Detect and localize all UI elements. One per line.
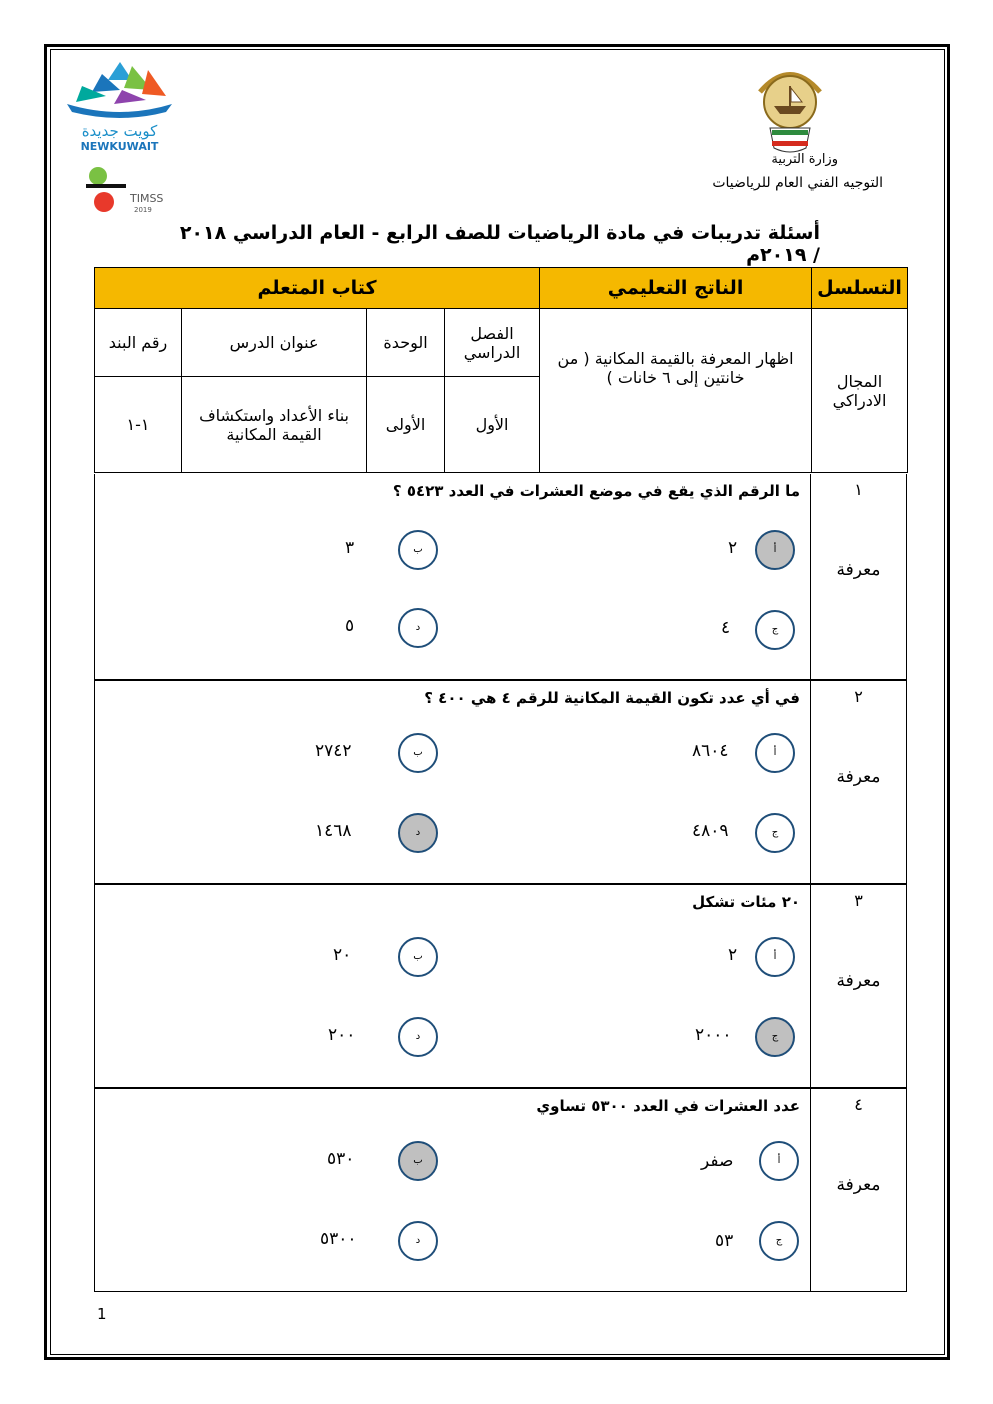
question-3-number: ٣ (854, 891, 863, 910)
question-2-side (810, 681, 906, 883)
question-4-side (810, 1089, 906, 1291)
header-book: كتاب المتعلم (95, 268, 540, 309)
option-c-value: ٤ (721, 618, 731, 638)
option-b-circle[interactable]: ب (398, 733, 438, 773)
option-d-value: ٥٣٠٠ (320, 1229, 357, 1249)
semester-value: الأول (445, 377, 540, 473)
logo-text-en: NEWKUWAIT (80, 140, 159, 153)
question-3-text: ٢٠ مئات تشكل (692, 893, 800, 911)
option-c-value: ٤٨٠٩ (692, 821, 729, 841)
question-1-domain: معرفة (836, 560, 881, 580)
item-value: ١-١ (95, 377, 182, 473)
option-d-circle[interactable]: د (398, 1221, 438, 1261)
kuwait-emblem (750, 62, 830, 157)
ministry-name: وزارة التربية (771, 152, 838, 167)
question-4-domain: معرفة (836, 1175, 881, 1195)
option-c-circle[interactable]: ج (759, 1221, 799, 1261)
unit-value: الأولى (367, 377, 445, 473)
option-b-value: ٥٣٠ (327, 1149, 355, 1169)
question-4-text: عدد العشرات في العدد ٥٣٠٠ تساوي (536, 1097, 800, 1115)
option-b-circle[interactable]: ب (398, 937, 438, 977)
option-a-value: ٢ (728, 945, 738, 965)
info-table (94, 267, 908, 473)
option-b-value: ٢٧٤٢ (315, 741, 352, 761)
option-d-value: ٥ (345, 616, 355, 636)
page-title: أسئلة تدريبات في مادة الرياضيات للصف الرابع - العام الدراسي ٢٠١٨ / ٢٠١٩م (179, 222, 820, 266)
header-outcome: الناتج التعليمي (540, 268, 812, 309)
timss-label: TIMSS (130, 192, 164, 205)
option-d-value: ١٤٦٨ (315, 821, 352, 841)
option-b-circle[interactable]: ب (398, 1141, 438, 1181)
option-a-circle[interactable]: أ (759, 1141, 799, 1181)
domain-label: المجال الادراكي (812, 309, 908, 473)
item-label: رقم البند (95, 309, 182, 377)
option-d-value: ٢٠٠ (328, 1025, 356, 1045)
timss-year: 2019 (134, 206, 152, 214)
option-a-value: صفر (701, 1151, 734, 1171)
logo-text-ar: كويت جديدة (81, 122, 158, 140)
department-name: التوجيه الفني العام للرياضيات (712, 175, 883, 191)
question-1-side (810, 474, 906, 679)
option-a-circle[interactable]: أ (755, 937, 795, 977)
lesson-label: عنوان الدرس (182, 309, 367, 377)
question-4 (94, 1088, 907, 1292)
option-b-value: ٢٠ (333, 945, 352, 965)
option-a-circle[interactable]: أ (755, 530, 795, 570)
lesson-value: بناء الأعداد واستكشاف القيمة المكانية (182, 377, 367, 473)
question-1 (94, 474, 907, 680)
option-a-value: ٨٦٠٤ (692, 741, 729, 761)
unit-label: الوحدة (367, 309, 445, 377)
option-c-value: ٢٠٠٠ (695, 1025, 732, 1045)
question-3-side (810, 885, 906, 1087)
option-c-circle[interactable]: ج (755, 813, 795, 853)
option-c-circle[interactable]: ج (755, 1017, 795, 1057)
option-c-value: ٥٣ (715, 1231, 734, 1251)
new-kuwait-logo (62, 60, 177, 153)
option-b-circle[interactable]: ب (398, 530, 438, 570)
question-3 (94, 884, 907, 1088)
question-2-text: في أي عدد تكون القيمة المكانية للرقم ٤ هي ٤٠٠ ؟ (424, 689, 800, 707)
outcome-text: اظهار المعرفة بالقيمة المكانية ( من خانتين إلى ٦ خانات ) (540, 309, 812, 473)
option-a-value: ٢ (728, 538, 738, 558)
page-number: 1 (97, 1305, 107, 1323)
question-1-text: ما الرقم الذي يقع في موضع العشرات في العدد ٥٤٢٣ ؟ (392, 482, 800, 500)
header-sequence: التسلسل (812, 268, 908, 309)
option-b-value: ٣ (345, 538, 355, 558)
question-2 (94, 680, 907, 884)
timss-logo (80, 162, 164, 217)
question-3-domain: معرفة (836, 971, 881, 991)
semester-label: الفصل الدراسي (445, 309, 540, 377)
option-c-circle[interactable]: ج (755, 610, 795, 650)
question-1-number: ١ (854, 480, 863, 499)
question-2-number: ٢ (854, 687, 863, 706)
option-d-circle[interactable]: د (398, 608, 438, 648)
option-a-circle[interactable]: أ (755, 733, 795, 773)
question-2-domain: معرفة (836, 767, 881, 787)
option-d-circle[interactable]: د (398, 813, 438, 853)
question-4-number: ٤ (854, 1095, 863, 1114)
option-d-circle[interactable]: د (398, 1017, 438, 1057)
